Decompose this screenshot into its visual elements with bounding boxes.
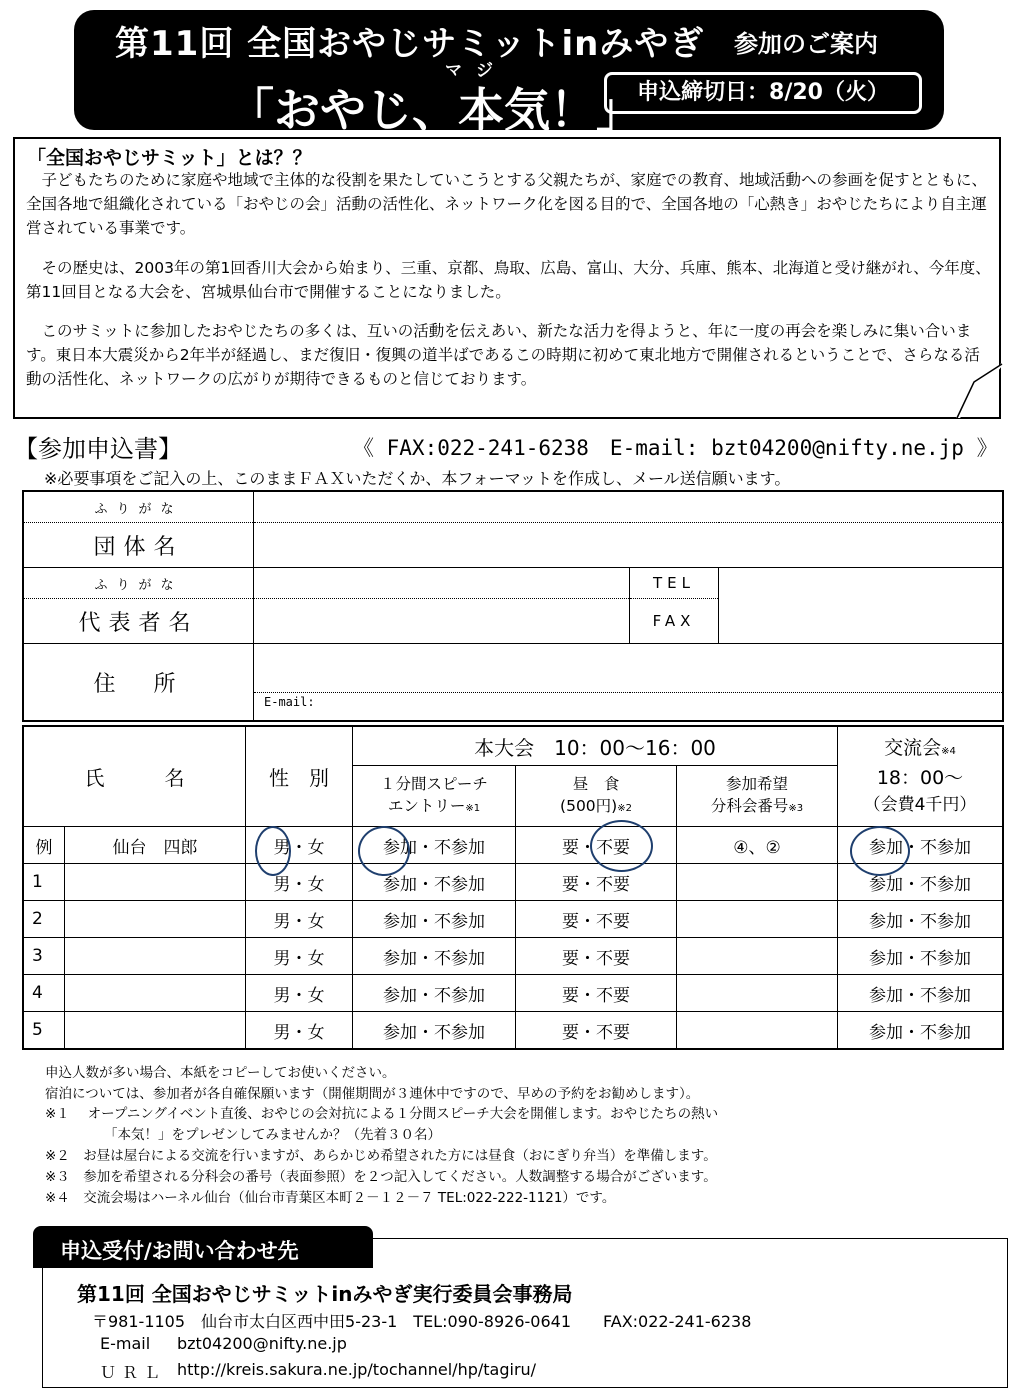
selection-circle-icon <box>255 826 291 876</box>
fax-label: FAX <box>630 599 719 644</box>
session-header <box>677 766 838 827</box>
note-2: 宿泊については、参加者が各自確保願います（開催期間が３連休中ですので、早めの予約をお勧めします）。 <box>45 1086 700 1102</box>
party-cell[interactable]: 参加・不参加 <box>838 1012 1004 1050</box>
row-number: 4 <box>23 975 65 1012</box>
example-label: 例 <box>23 827 65 864</box>
lunch-cell[interactable]: 要・不要 <box>516 938 677 975</box>
gender-cell[interactable]: 男・女 <box>246 975 353 1012</box>
speech-cell[interactable]: 参加・不参加 <box>353 901 516 938</box>
table-row <box>23 938 1003 975</box>
example-name: 仙台 四郎 <box>65 827 246 864</box>
name-cell[interactable] <box>65 864 246 901</box>
session-cell[interactable] <box>677 938 838 975</box>
about-title: 「全国おやじサミット」とは？？ <box>27 147 312 169</box>
gender-cell[interactable]: 男・女 <box>246 938 353 975</box>
about-paragraph-1: 子どもたちのために家庭や地域で主体的な役割を果たしていこうとする父親たちが、家庭での教育、地域活動への参画を促すとともに、全国各地で組織化されている「おやじの会」活動の活性化、ネットワーク化を図る目的で、全国各地の「心熱き」おやじたちにより自主運営されている事業です。 <box>26 171 988 237</box>
example-gender: 男・女 <box>246 827 353 864</box>
selection-circle-icon <box>358 826 410 876</box>
group-furigana-field[interactable] <box>254 491 1004 523</box>
name-cell[interactable] <box>65 938 246 975</box>
organizer-name: 第11回 全国おやじサミットinみやぎ実行委員会事務局 <box>77 1282 573 1306</box>
guide-label: 参加のご案内 <box>734 30 878 58</box>
session-cell[interactable] <box>677 975 838 1012</box>
note-3: ※１ オープニングイベント直後、おやじの会対抗による１分間スピーチ大会を開催します。おやじたちの熱い <box>45 1106 719 1122</box>
contact-tab-label: 申込受付/お問い合わせ先 <box>60 1239 299 1263</box>
lunch-cell[interactable]: 要・不要 <box>516 975 677 1012</box>
group-name-field[interactable] <box>254 523 1004 568</box>
lunch-line2: (500円) <box>560 796 618 815</box>
party-cell[interactable]: 参加・不参加 <box>838 901 1004 938</box>
applicant-table <box>22 490 1004 722</box>
row-number: 1 <box>23 864 65 901</box>
rep-name-field[interactable] <box>254 599 630 644</box>
about-paragraph-3: このサミットに参加したおやじたちの多くは、互いの活動を伝えあい、新たな活力を得ようと、年に一度の再会を楽しみに集い合います。東日本大震災から2年半が経過し、まだ復旧・復興の道半ばであるこの時期に初めて東北地方で開催されるということで、さらなる活動の活性化、ネットワークの広がりが期待できるものと信じております。 <box>26 322 980 388</box>
session-cell[interactable] <box>677 864 838 901</box>
row-number: 3 <box>23 938 65 975</box>
tel-fax-field[interactable] <box>719 568 1004 644</box>
note-1: 申込人数が多い場合、本紙をコピーしてお使いください。 <box>45 1065 396 1081</box>
note-3-cont: 「本気！」をプレゼンしてみませんか？（先着３０名） <box>104 1127 441 1143</box>
form-note: ※必要事項をご記入の上、このままＦＡＸいただくか、本フォーマットを作成し、メール送信願います。 <box>44 469 791 488</box>
session-line1: 参加希望 <box>725 774 788 793</box>
session-cell[interactable] <box>677 1012 838 1050</box>
note-4: ※２ お昼は屋台による交流を行いますが、あらかじめ希望された方には昼食（おにぎり弁当）を準備します。 <box>45 1148 717 1164</box>
form-title: 【参加申込書】 <box>14 435 182 463</box>
contact-address: 〒981-1105 仙台市太白区西中田5-23-1 TEL:090-8926-0641 FAX:022-241-6238 <box>92 1312 752 1331</box>
example-lunch: 要・不要 <box>516 827 677 864</box>
group-name-label: 団体名 <box>23 523 254 568</box>
selection-circle-icon <box>850 826 910 876</box>
lunch-note: ※2 <box>617 802 632 814</box>
example-session: ④、② <box>677 827 838 864</box>
lunch-line1: 昼 食 <box>572 774 620 793</box>
gender-cell[interactable]: 男・女 <box>246 1012 353 1050</box>
furigana-label: ふりがな <box>23 491 254 523</box>
party-cell[interactable]: 参加・不参加 <box>838 864 1004 901</box>
speech-header <box>353 766 516 827</box>
speech-cell[interactable]: 参加・不参加 <box>353 938 516 975</box>
lunch-cell[interactable]: 要・不要 <box>516 901 677 938</box>
tel-label: TEL <box>630 568 719 599</box>
party-cell[interactable]: 参加・不参加 <box>838 975 1004 1012</box>
party-time: 18：00〜 <box>876 767 964 789</box>
address-field[interactable] <box>254 644 1004 693</box>
table-row <box>23 864 1003 901</box>
lunch-header <box>516 766 677 827</box>
example-speech: 参加・不参加 <box>353 827 516 864</box>
event-title: 第11回 全国おやじサミットinみやぎ <box>115 24 705 64</box>
party-cell[interactable]: 参加・不参加 <box>838 938 1004 975</box>
session-line2: 分科会番号 <box>710 796 789 815</box>
contact-url-label: ＵＲＬ <box>100 1363 167 1382</box>
contact-email[interactable]: bzt04200@nifty.ne.jp <box>177 1334 347 1353</box>
lunch-cell[interactable]: 要・不要 <box>516 864 677 901</box>
name-cell[interactable] <box>65 975 246 1012</box>
slogan: 「おやじ、本気！」 <box>228 83 642 137</box>
contact-url[interactable]: http://kreis.sakura.ne.jp/tochannel/hp/tagiru/ <box>177 1360 537 1379</box>
name-header: 氏 名 <box>23 726 246 827</box>
example-party: 参加・不参加 <box>838 827 1004 864</box>
furigana-label: ふりがな <box>23 568 254 599</box>
name-cell[interactable] <box>65 1012 246 1050</box>
contact-email-label: E-mail <box>100 1334 151 1353</box>
session-note: ※3 <box>788 802 804 814</box>
gender-header: 性 別 <box>246 726 353 827</box>
address-label: 住 所 <box>23 644 254 722</box>
party-note: ※4 <box>941 746 956 757</box>
row-number: 2 <box>23 901 65 938</box>
speech-note: ※1 <box>465 802 481 814</box>
name-cell[interactable] <box>65 901 246 938</box>
row-number: 5 <box>23 1012 65 1050</box>
table-row <box>23 975 1003 1012</box>
gender-cell[interactable]: 男・女 <box>246 864 353 901</box>
table-row <box>23 901 1003 938</box>
party-header <box>838 726 1004 827</box>
deadline-badge: 申込締切日：8/20（火） <box>604 72 922 114</box>
gender-cell[interactable]: 男・女 <box>246 901 353 938</box>
speech-cell[interactable]: 参加・不参加 <box>353 864 516 901</box>
note-6: ※４ 交流会場はハーネル仙台（仙台市青葉区本町２－１２－７ TEL:022-222-1121）です。 <box>45 1190 616 1206</box>
speech-line2: エントリー <box>387 796 466 815</box>
email-field[interactable]: E-mail: <box>254 692 1004 721</box>
slogan-ruby: マジ <box>445 61 507 81</box>
about-paragraph-2: その歴史は、2003年の第1回香川大会から始まり、三重、京都、鳥取、広島、富山、大分、兵庫、熊本、北海道と受け継がれ、今年度、第11回目となる大会を、宮城県仙台市で開催することになりました。 <box>26 259 991 301</box>
note-5: ※３ 参加を希望される分科会の番号（表面参照）を２つ記入してください。人数調整する場合がございます。 <box>45 1169 717 1185</box>
session-cell[interactable] <box>677 901 838 938</box>
party-fee: （会費4千円） <box>863 795 977 815</box>
selection-circle-icon <box>590 820 653 872</box>
participants-table <box>22 725 1004 1050</box>
main-event-header: 本大会 10：00〜16：00 <box>353 726 838 766</box>
rep-furigana-field[interactable] <box>254 568 630 599</box>
speech-line1: １分間スピーチ <box>380 774 488 793</box>
form-contact: 《 FAX:022-241-6238 E-mail: bzt04200@nifty.ne.jp 》 <box>353 436 998 460</box>
rep-name-label: 代表者名 <box>23 599 254 644</box>
speech-cell[interactable]: 参加・不参加 <box>353 975 516 1012</box>
speech-cell[interactable]: 参加・不参加 <box>353 1012 516 1050</box>
lunch-cell[interactable]: 要・不要 <box>516 1012 677 1050</box>
table-row <box>23 1012 1003 1050</box>
party-title: 交流会 <box>884 737 942 759</box>
